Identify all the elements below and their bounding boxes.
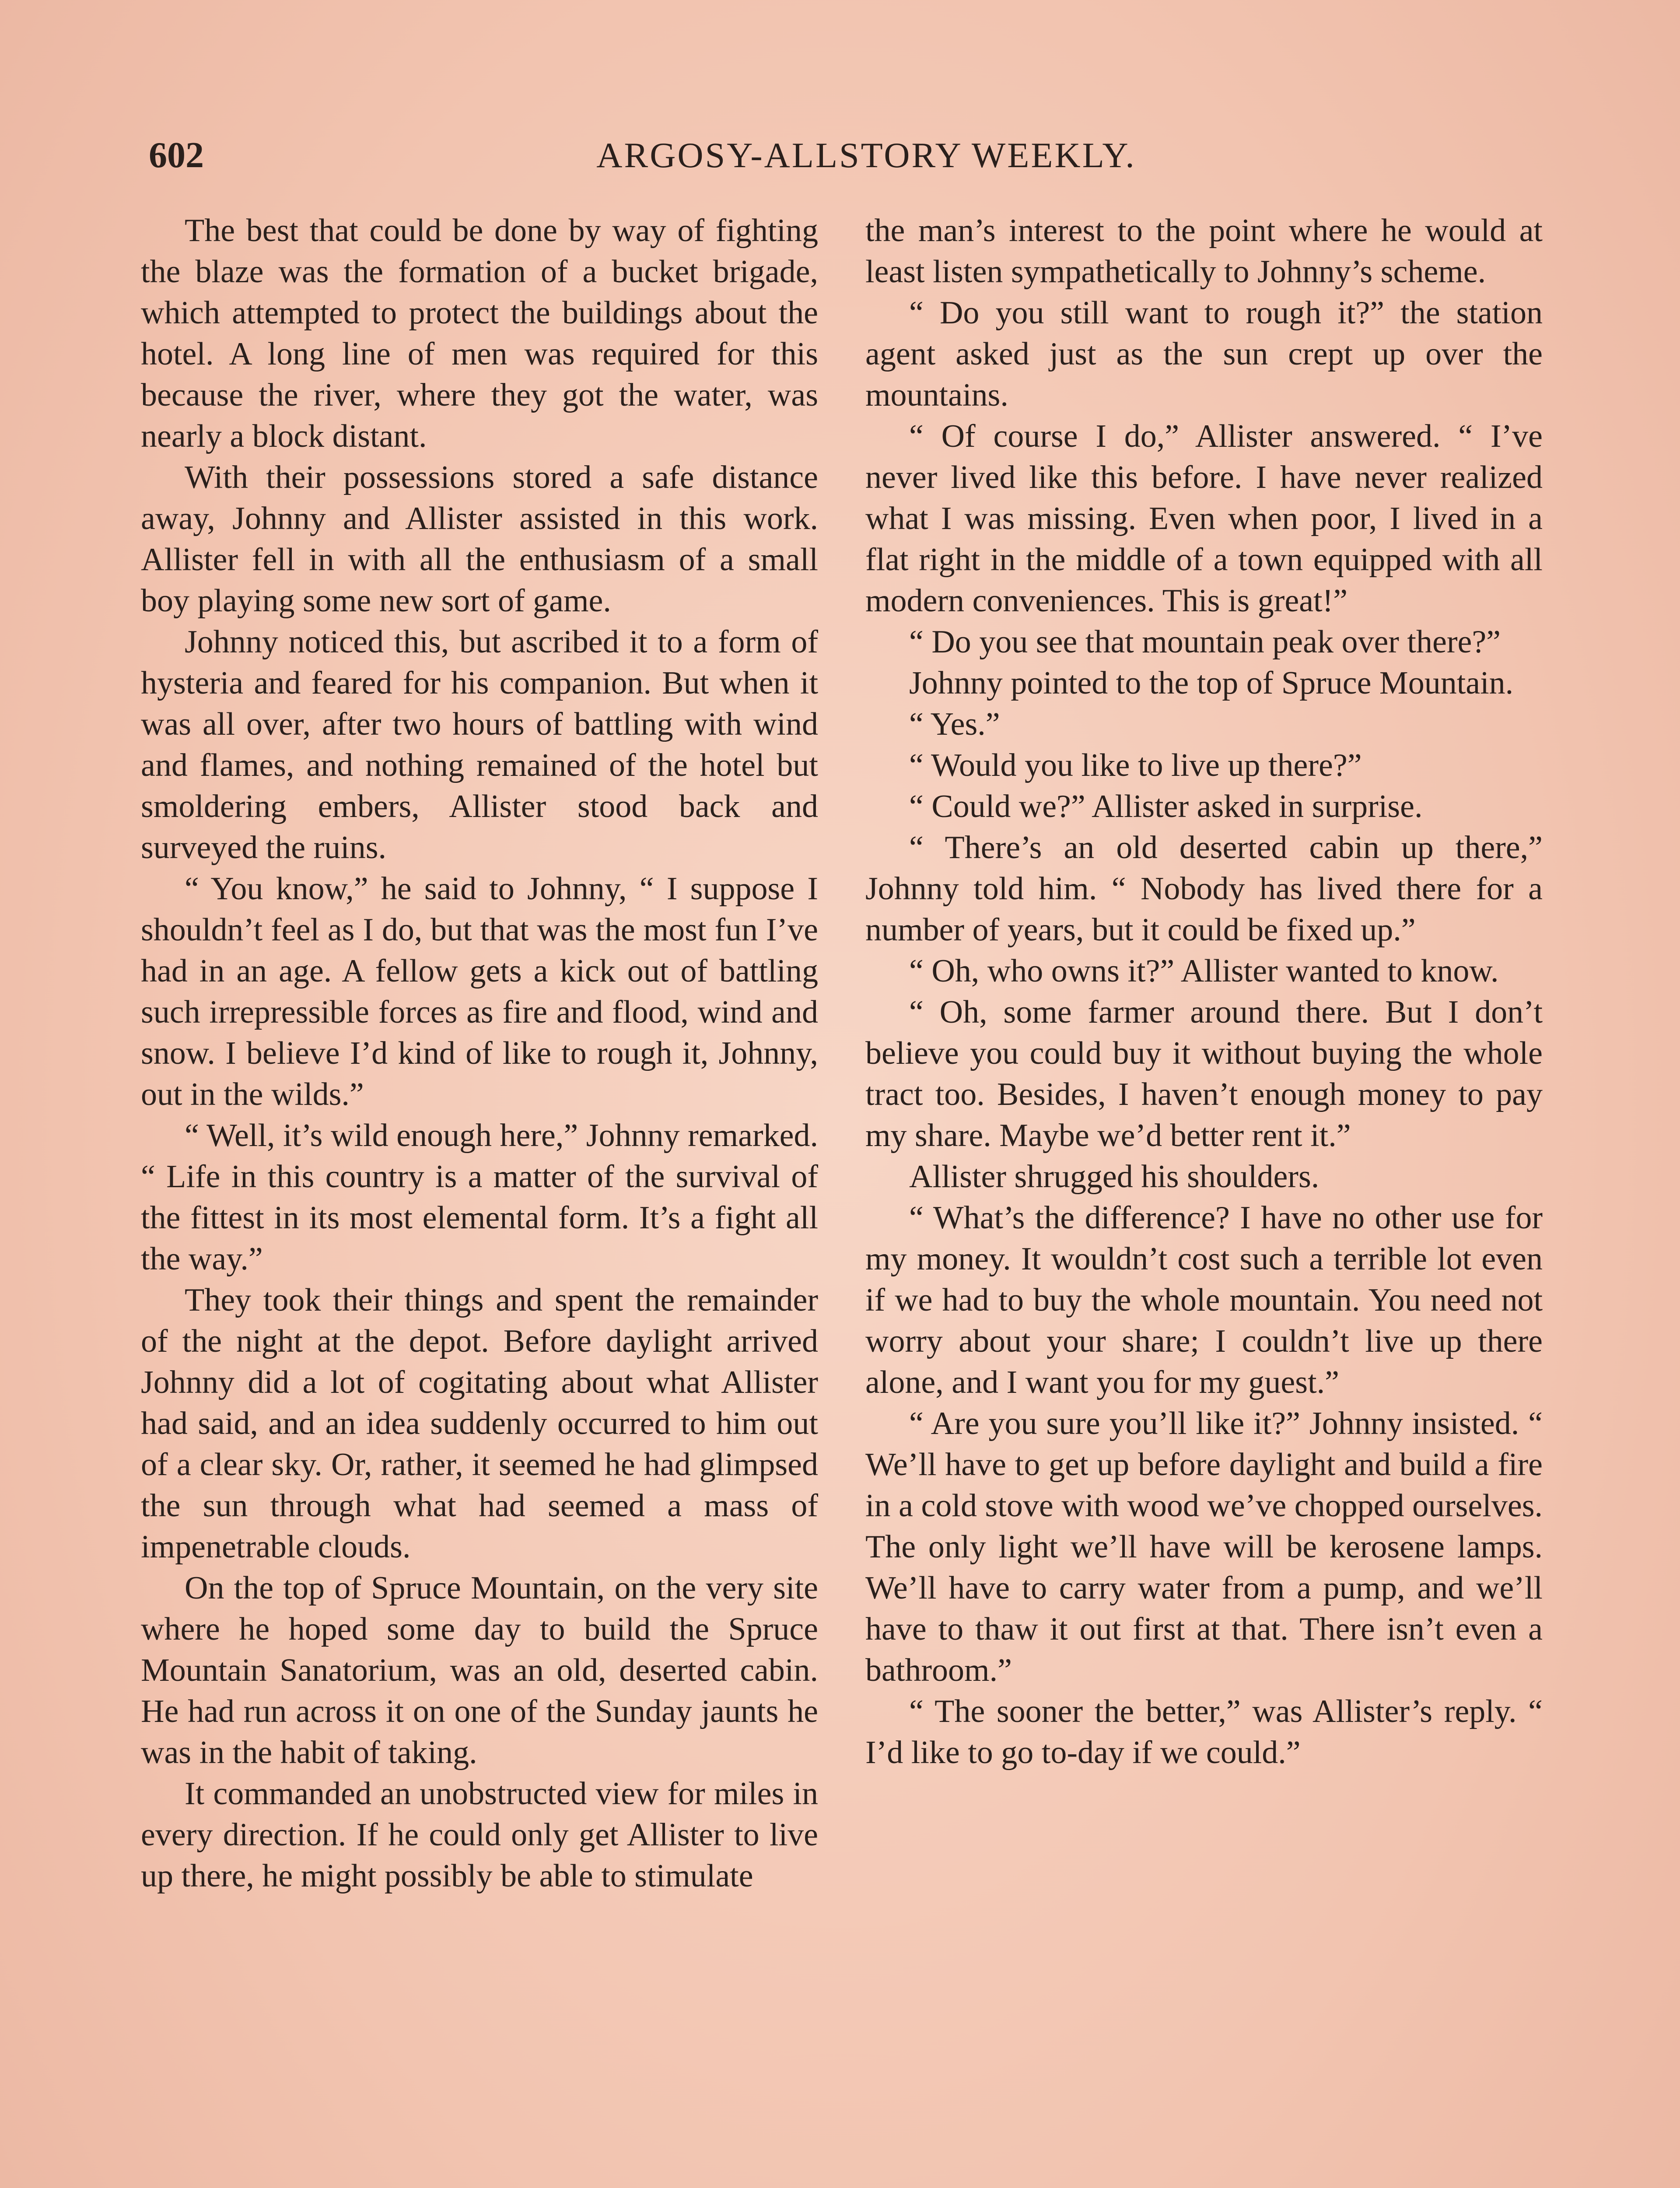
paragraph: The best that could be done by way of fighting the blaze was the formation of a bucket brigade, which attempted to protect the buildings about the hotel. A long line of men was required for this because the river, where they got the water, was nearly a block distant. bbox=[141, 213, 818, 454]
running-head: ARGOSY-ALLSTORY WEEKLY. bbox=[596, 135, 1136, 175]
paragraph: Allister shrugged his shoulders. bbox=[909, 1159, 1320, 1195]
paragraph: Johnny pointed to the top of Spruce Mountain. bbox=[909, 665, 1514, 701]
paragraph: They took their things and spent the remainder of the night at the depot. Before daylight arrived Johnny did a lot of cogitating about what Allister had said, and an idea suddenly occurred to him out of a clear sky. Or, rather, it seemed he had glimpsed the sun through what had seemed a mass of impenetrable clouds. bbox=[141, 1282, 818, 1565]
paragraph: “ Are you sure you’ll like it?” Johnny insisted. “ We’ll have to get up before daylight and build a fire in a cold stove with wood we’ve chopped ourselves. The only light we’ll have will be kerosene lamps. We’ll have to carry water from a pump, and we’ll have to thaw it out first at that. There isn’t even a bathroom.” bbox=[865, 1406, 1543, 1688]
paragraph: “ The sooner the better,” was Allister’s reply. “ I’d like to go to-day if we could.” bbox=[865, 1694, 1543, 1771]
paragraph: “ Of course I do,” Allister answered. “ I’ve never lived like this before. I have never realized what I was missing. Even when poor, I lived in a flat right in the middle of a town equipped with all modern conveniences. This is great!” bbox=[865, 418, 1543, 619]
paragraph: With their possessions stored a safe distance away, Johnny and Allister assisted in this work. Allister fell in with all the enthusiasm of a small boy playing some new sort of game. bbox=[141, 459, 818, 619]
paragraph: It commanded an unobstructed view for miles in every direction. If he could only get Allister to live up there, he might possibly be able to stimulate bbox=[141, 1776, 818, 1894]
paragraph: “ Oh, who owns it?” Allister wanted to know. bbox=[909, 953, 1499, 989]
paragraph: “ Do you see that mountain peak over there?” bbox=[909, 624, 1501, 660]
paragraph: “ You know,” he said to Johnny, “ I suppose I shouldn’t feel as I do, but that was the most fun I’ve had in an age. A fellow gets a kick out of battling such irrepressible forces as fire and flood, wind and snow. I believe I’d kind of like to rough it, Johnny, out in the wilds.” bbox=[141, 871, 818, 1112]
page-number: 602 bbox=[149, 135, 204, 175]
page-header bbox=[149, 131, 1584, 184]
paragraph: “ Well, it’s wild enough here,” Johnny remarked. “ Life in this country is a matter of the survival of the fittest in its most elemental form. It’s a fight all the way.” bbox=[141, 1118, 818, 1277]
right-column bbox=[865, 210, 1543, 2188]
paragraph: “ There’s an old deserted cabin up there,” Johnny told him. “ Nobody has lived there for a number of years, but it could be fixed up.” bbox=[865, 830, 1543, 948]
paragraph: “ Could we?” Allister asked in surprise. bbox=[909, 789, 1423, 824]
paragraph: Johnny noticed this, but ascribed it to a form of hysteria and feared for his companion. But when it was all over, after two hours of battling with wind and flames, and nothing remained of the hotel but smoldering embers, Allister stood back and surveyed the ruins. bbox=[141, 624, 818, 866]
paragraph: On the top of Spruce Mountain, on the very site where he hoped some day to build the Spruce Mountain Sanatorium, was an old, deserted cabin. He had run across it on one of the Sunday jaunts he was in the habit of taking. bbox=[141, 1570, 818, 1771]
paragraph: “ Oh, some farmer around there. But I don’t believe you could buy it without buying the whole tract too. Besides, I haven’t enough money to pay my share. Maybe we’d better rent it.” bbox=[865, 994, 1543, 1154]
left-column bbox=[141, 210, 818, 2188]
article-body bbox=[141, 210, 1543, 2188]
paragraph: “ Would you like to live up there?” bbox=[909, 747, 1362, 783]
paragraph-continued: the man’s interest to the point where he would at least listen sympathetically to Johnny’s scheme. bbox=[865, 213, 1543, 290]
paragraph: “ Do you still want to rough it?” the station agent asked just as the sun crept up over the mountains. bbox=[865, 295, 1543, 413]
paragraph: “ Yes.” bbox=[909, 706, 1000, 742]
paragraph: “ What’s the difference? I have no other use for my money. It wouldn’t cost such a terrible lot even if we had to buy the whole mountain. You need not worry about your share; I couldn’t live up there alone, and I want you for my guest.” bbox=[865, 1200, 1543, 1400]
